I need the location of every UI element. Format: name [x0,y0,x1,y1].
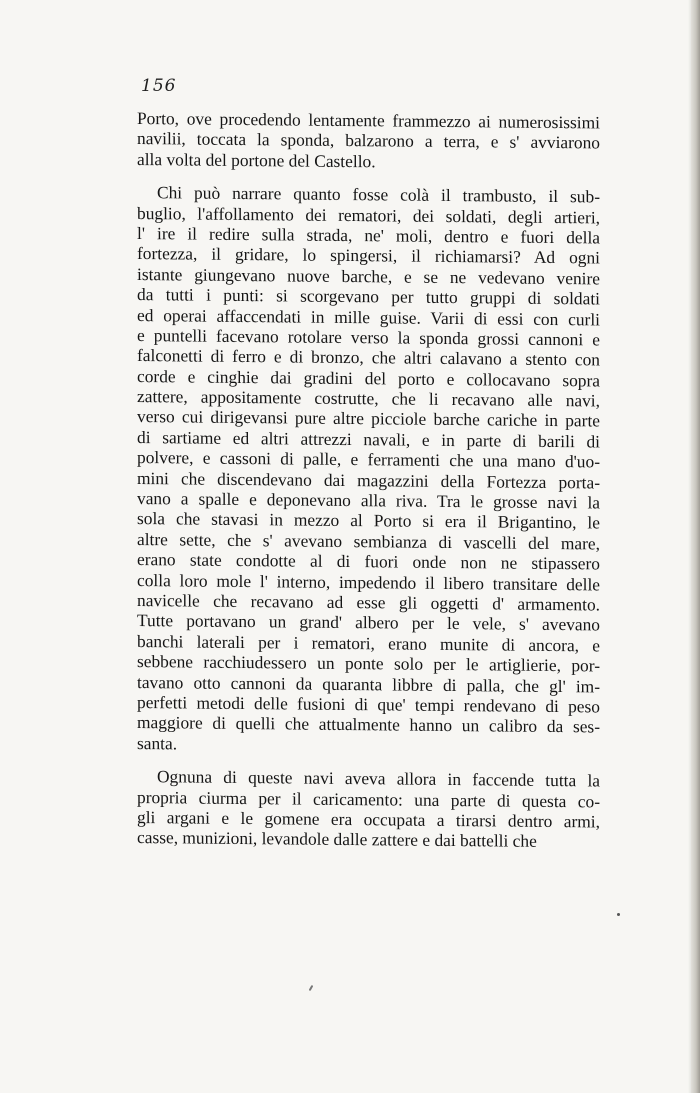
text-line: perfetti metodi delle fusioni di que' tempi rendevano di peso [137,691,600,717]
text-line: zattere, appositamente costrutte, che li recavano alle navi, [137,386,600,411]
text-line: mini che discendevano dai magazzini della Fortezza porta- [137,467,600,493]
text-line: banchi laterali per i rematori, erano munite di ancora, e [137,630,600,656]
text-line: altre sette, che s' avevano sembianza di vascelli del mare, [137,528,600,554]
page-number: 156 [141,76,177,96]
text-line: falconetti di ferro e di bronzo, che altri calavano a stento con [137,345,600,370]
text-line: buglio, l'affollamento dei rematori, dei soldati, degli artieri, [137,202,600,228]
text-line: colla loro mole l' interno, impedendo il libero transitare delle [137,569,600,595]
ink-speck [309,985,314,991]
text-line: l' ire il redire sulla strada, ne' moli, dentro e fuori della [137,222,600,248]
text-line: Chi può narrare quanto fosse colà il trambusto, il sub- [157,182,600,207]
text-line: istante giungevano nuove barche, e se ne vedevano venire [137,263,600,289]
text-line: erano state condotte al di fuori onde non ne stipassero [137,549,600,574]
text-line: casse, munizioni, levandole dalle zattere e dai battelli che [137,827,537,852]
text-line: e puntelli facevano rotolare verso la sponda grossi cannoni e [137,324,600,350]
text-line: Porto, ove procedendo lentamente frammezzo ai numerosissimi [137,108,600,133]
text-line: tavano otto cannoni da quaranta libbre di palla, che gl' im- [137,671,600,696]
text-line: sola che stavasi in mezzo al Porto si era il Brigantino, le [137,508,600,533]
text-line: verso cui dirigevansi pure altre picciole barche cariche in parte [137,406,600,431]
text-line: santa. [137,732,178,754]
text-line: alla volta del portone del Castello. [137,148,376,172]
text-line: propria ciurma per il caricamento: una parte di questa co- [137,786,600,811]
text-line: navicelle che recavano ad esse gli oggetti d' armamento. [137,589,600,615]
page-edge-shadow [691,0,700,1093]
text-line: maggiore di quelli che attualmente hanno un calibro da ses- [137,712,600,737]
text-line: Tutte portavano un grand' albero per le vele, s' avevano [137,610,600,635]
text-line: navilii, toccata la sponda, balzarono a terra, e s' avviarono [137,128,600,153]
text-line: fortezza, il gridare, lo spingersi, il richiamarsi? Ad ogni [137,243,600,268]
text-line: di sartiame ed altri attrezzi navali, e in parte di barili di [137,426,600,452]
text-line: gli argani e le gomene era occupata a tirarsi dentro armi, [137,806,600,832]
ink-speck [617,913,620,916]
text-line: sebbene racchiudessero un ponte solo per le artiglierie, por- [137,651,600,676]
text-line: Ognuna di queste navi aveva allora in faccende tutta la [157,766,600,791]
text-line: polvere, e cassoni di palle, e ferramenti che una mano d'uo- [137,447,600,472]
text-line: da tutti i punti: si scorgevano per tutto gruppi di soldati [137,284,600,309]
text-line: corde e cinghie dai gradini del porto e collocavano sopra [137,365,600,391]
text-line: ed operai affaccendati in mille guise. Varii di essi con curli [137,304,600,329]
text-line: vano a spalle e deponevano alla riva. Tra le grosse navi la [137,488,600,513]
body-text [137,108,600,852]
